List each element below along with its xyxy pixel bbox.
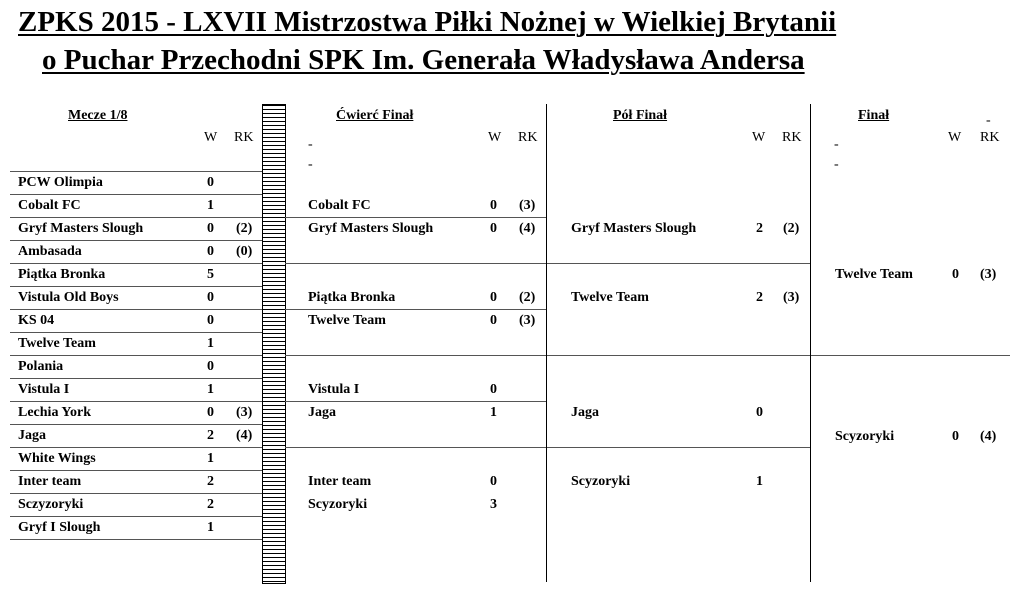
column-divider-final bbox=[810, 104, 811, 582]
score-w: 2 bbox=[207, 497, 214, 512]
quarter-dash-1: - bbox=[308, 137, 313, 152]
semi-row-line bbox=[547, 355, 810, 356]
semi-row-line bbox=[547, 447, 810, 448]
score-w: 1 bbox=[207, 198, 214, 213]
score-w: 0 bbox=[207, 313, 214, 328]
quarter-row-line bbox=[285, 401, 546, 402]
quarter-dash-2: - bbox=[308, 157, 313, 172]
score-w: 0 bbox=[207, 290, 214, 305]
page-title-line-2: o Puchar Przechodni SPK Im. Generała Władysława Andersa bbox=[42, 44, 805, 76]
r16-row-line bbox=[10, 355, 262, 356]
page-title-line-1: ZPKS 2015 - LXVII Mistrzostwa Piłki Nożnej w Wielkiej Brytanii bbox=[18, 6, 837, 38]
score-rk: (3) bbox=[519, 198, 536, 213]
final-w-header: W bbox=[948, 130, 962, 145]
r16-row-line bbox=[10, 401, 262, 402]
team-name: Vistula I bbox=[308, 382, 360, 397]
score-rk: (2) bbox=[519, 290, 536, 305]
team-name: Twelve Team bbox=[18, 336, 96, 351]
team-name: Jaga bbox=[308, 405, 336, 420]
r16-row-line bbox=[10, 424, 262, 425]
score-w: 0 bbox=[490, 198, 497, 213]
score-w: 1 bbox=[207, 382, 214, 397]
team-name: Inter team bbox=[308, 474, 372, 489]
score-w: 0 bbox=[952, 429, 959, 444]
semi-row-line bbox=[547, 263, 810, 264]
team-name: Gryf Masters Slough bbox=[308, 221, 434, 236]
score-w: 0 bbox=[207, 405, 214, 420]
team-name: Cobalt FC bbox=[18, 198, 81, 213]
r16-row-line bbox=[10, 516, 262, 517]
score-rk: (4) bbox=[980, 429, 997, 444]
semi-w-header: W bbox=[752, 130, 766, 145]
score-rk: (3) bbox=[519, 313, 536, 328]
team-name: Cobalt FC bbox=[308, 198, 371, 213]
score-rk: (0) bbox=[236, 244, 253, 259]
score-w: 1 bbox=[207, 451, 214, 466]
team-name: Scyzoryki bbox=[835, 429, 895, 444]
team-name: Piątka Bronka bbox=[18, 267, 106, 282]
r16-row-line bbox=[10, 539, 262, 540]
team-name: White Wings bbox=[18, 451, 96, 466]
score-w: 2 bbox=[207, 428, 214, 443]
score-rk: (4) bbox=[519, 221, 536, 236]
quarter-row-line bbox=[285, 309, 546, 310]
team-name: Scyzoryki bbox=[308, 497, 368, 512]
r16-row-line bbox=[10, 378, 262, 379]
r16-row-line bbox=[10, 171, 262, 172]
score-w: 0 bbox=[207, 175, 214, 190]
r16-row-line bbox=[10, 332, 262, 333]
hatched-divider bbox=[262, 104, 286, 584]
score-w: 0 bbox=[490, 313, 497, 328]
r16-row-line bbox=[10, 447, 262, 448]
column-divider-semi bbox=[546, 104, 547, 582]
r16-row-line bbox=[10, 309, 262, 310]
score-rk: (2) bbox=[236, 221, 253, 236]
team-name: Vistula I bbox=[18, 382, 70, 397]
score-w: 0 bbox=[490, 290, 497, 305]
final-header: Finał bbox=[858, 108, 890, 123]
r16-row-line bbox=[10, 470, 262, 471]
r16-row-line bbox=[10, 286, 262, 287]
semi-header: Pół Finał bbox=[613, 108, 668, 123]
score-w: 1 bbox=[756, 474, 763, 489]
score-w: 5 bbox=[207, 267, 214, 282]
score-rk: (3) bbox=[236, 405, 253, 420]
team-name: Gryf Masters Slough bbox=[18, 221, 144, 236]
quarter-row-line bbox=[285, 217, 546, 218]
final-row-line bbox=[811, 355, 1010, 356]
team-name: Piątka Bronka bbox=[308, 290, 396, 305]
score-rk: (2) bbox=[783, 221, 800, 236]
team-name: Vistula Old Boys bbox=[18, 290, 119, 305]
score-w: 1 bbox=[207, 336, 214, 351]
team-name: Polania bbox=[18, 359, 64, 374]
team-name: Scyzoryki bbox=[571, 474, 631, 489]
quarter-row-line bbox=[285, 263, 546, 264]
score-w: 2 bbox=[756, 221, 763, 236]
team-name: Jaga bbox=[18, 428, 46, 443]
team-name: Ambasada bbox=[18, 244, 82, 259]
score-w: 0 bbox=[490, 474, 497, 489]
team-name: Twelve Team bbox=[308, 313, 386, 328]
score-w: 1 bbox=[490, 405, 497, 420]
r16-row-line bbox=[10, 263, 262, 264]
team-name: Gryf Masters Slough bbox=[571, 221, 697, 236]
score-w: 0 bbox=[490, 221, 497, 236]
score-w: 2 bbox=[207, 474, 214, 489]
quarter-row-line bbox=[285, 447, 546, 448]
round16-header: Mecze 1/8 bbox=[68, 108, 128, 123]
team-name: Sczyzoryki bbox=[18, 497, 84, 512]
r16-row-line bbox=[10, 217, 262, 218]
r16-row-line bbox=[10, 240, 262, 241]
score-w: 0 bbox=[207, 359, 214, 374]
quarter-header: Ćwierć Finał bbox=[336, 108, 414, 123]
final-dash-1: - bbox=[834, 137, 839, 152]
final-rk-header: RK bbox=[980, 130, 1000, 145]
team-name: Lechia York bbox=[18, 405, 91, 420]
quarter-w-header: W bbox=[488, 130, 502, 145]
score-w: 0 bbox=[490, 382, 497, 397]
team-name: KS 04 bbox=[18, 313, 55, 328]
semi-rk-header: RK bbox=[782, 130, 802, 145]
score-w: 0 bbox=[952, 267, 959, 282]
score-w: 1 bbox=[207, 520, 214, 535]
score-w: 0 bbox=[207, 244, 214, 259]
r16-row-line bbox=[10, 493, 262, 494]
score-w: 3 bbox=[490, 497, 497, 512]
team-name: Twelve Team bbox=[835, 267, 913, 282]
team-name: Gryf I Slough bbox=[18, 520, 101, 535]
score-w: 2 bbox=[756, 290, 763, 305]
team-name: PCW Olimpia bbox=[18, 175, 103, 190]
team-name: Twelve Team bbox=[571, 290, 649, 305]
quarter-rk-header: RK bbox=[518, 130, 538, 145]
score-rk: (4) bbox=[236, 428, 253, 443]
final-dash-2: - bbox=[834, 157, 839, 172]
team-name: Jaga bbox=[571, 405, 599, 420]
score-w: 0 bbox=[207, 221, 214, 236]
final-top-dash: - bbox=[986, 113, 991, 128]
quarter-row-line bbox=[285, 355, 546, 356]
team-name: Inter team bbox=[18, 474, 82, 489]
round16-rk-header: RK bbox=[234, 130, 254, 145]
score-w: 0 bbox=[756, 405, 763, 420]
round16-w-header: W bbox=[204, 130, 218, 145]
score-rk: (3) bbox=[980, 267, 997, 282]
r16-row-line bbox=[10, 194, 262, 195]
score-rk: (3) bbox=[783, 290, 800, 305]
